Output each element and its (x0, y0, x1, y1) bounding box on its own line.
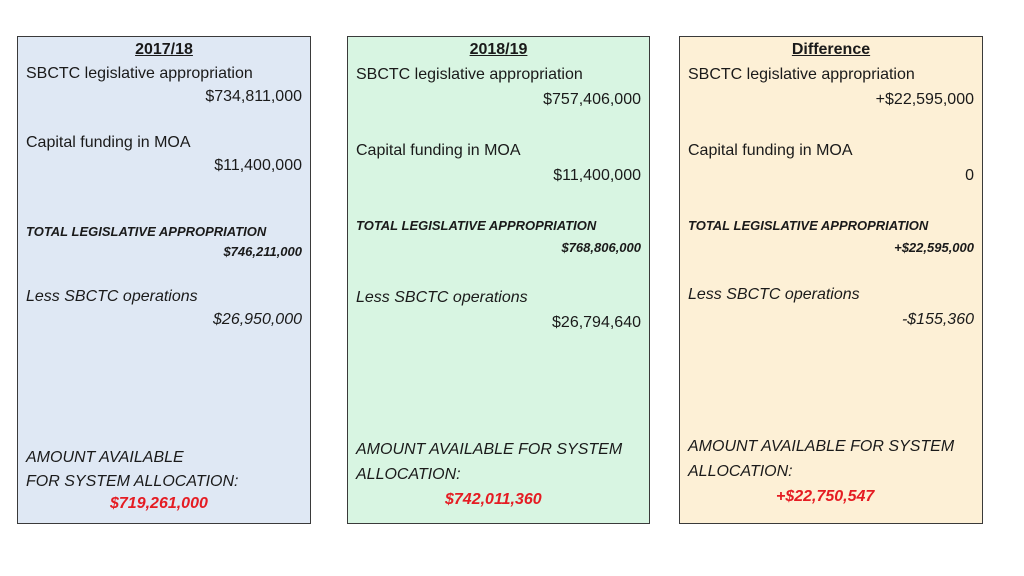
appropriation-value: $757,406,000 (543, 91, 641, 108)
available-value: +$22,750,547 (776, 488, 875, 505)
available-label-line2: ALLOCATION: (688, 463, 793, 480)
operations-value: -$155,360 (901, 311, 974, 328)
operations-value: $26,794,640 (552, 314, 641, 331)
capital-funding-value: 0 (965, 167, 974, 184)
available-label-line1: AMOUNT AVAILABLE FOR SYSTEM (688, 438, 955, 455)
operations-label: Less SBCTC operations (26, 288, 198, 305)
available-value: $719,261,000 (110, 495, 208, 512)
total-appropriation-label: TOTAL LEGISLATIVE APPROPRIATION (688, 218, 929, 233)
operations-label: Less SBCTC operations (688, 286, 860, 303)
panel-heading: Difference (791, 41, 871, 58)
appropriation-label: SBCTC legislative appropriation (356, 66, 583, 83)
panel-heading: 2018/19 (469, 41, 528, 58)
capital-funding-value: $11,400,000 (214, 157, 302, 174)
appropriation-value: +$22,595,000 (875, 91, 974, 108)
panel-heading: 2017/18 (135, 41, 193, 58)
appropriation-value: $734,811,000 (205, 88, 302, 105)
total-appropriation-label: TOTAL LEGISLATIVE APPROPRIATION (356, 218, 597, 233)
available-label-line1: AMOUNT AVAILABLE (26, 449, 184, 466)
operations-label: Less SBCTC operations (356, 289, 528, 306)
total-appropriation-value: $746,211,000 (223, 244, 302, 259)
capital-funding-value: $11,400,000 (553, 167, 641, 184)
panel-2017-18 (17, 36, 311, 524)
available-value: $742,011,360 (445, 491, 542, 508)
panel-2018-19 (347, 36, 650, 524)
available-label-line2: FOR SYSTEM ALLOCATION: (26, 473, 239, 490)
panel-difference (679, 36, 983, 524)
operations-value: $26,950,000 (213, 311, 302, 328)
total-appropriation-value: $768,806,000 (561, 240, 641, 255)
available-label-line2: ALLOCATION: (356, 466, 461, 483)
capital-funding-label: Capital funding in MOA (26, 134, 191, 151)
total-appropriation-value: +$22,595,000 (894, 240, 974, 255)
capital-funding-label: Capital funding in MOA (356, 142, 521, 159)
available-label-line1: AMOUNT AVAILABLE FOR SYSTEM (356, 441, 623, 458)
appropriation-label: SBCTC legislative appropriation (26, 65, 253, 82)
appropriation-label: SBCTC legislative appropriation (688, 66, 915, 83)
capital-funding-label: Capital funding in MOA (688, 142, 853, 159)
total-appropriation-label: TOTAL LEGISLATIVE APPROPRIATION (26, 224, 267, 239)
